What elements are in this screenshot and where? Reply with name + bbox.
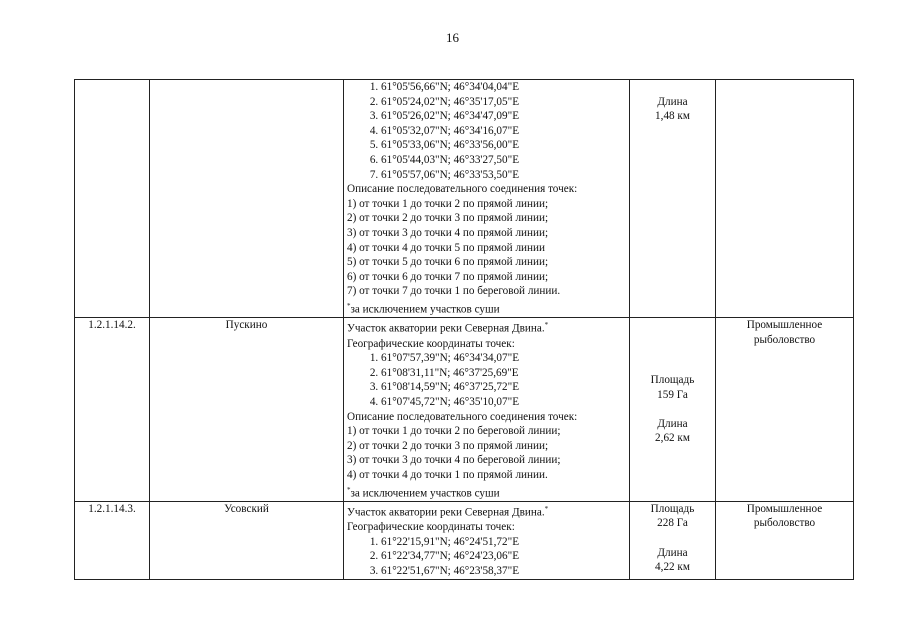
coordinate-point: 5. 61°05'33,06"N; 46°33'56,00"E <box>381 138 626 153</box>
row-name: Усовский <box>150 501 344 579</box>
page-number: 16 <box>446 30 459 45</box>
length-value: 1,48 км <box>655 110 690 123</box>
table-row <box>75 501 854 579</box>
coordinate-point: 4. 61°05'32,07"N; 46°34'16,07"E <box>381 124 626 139</box>
connection-line: 6) от точки 6 до точки 7 по прямой линии; <box>347 270 549 283</box>
row-code <box>75 80 150 318</box>
row-use: Промышленное рыболовство <box>716 501 854 579</box>
footnote-mark: * <box>544 504 549 513</box>
coordinate-point: 6. 61°05'44,03"N; 46°33'27,50"E <box>381 153 626 168</box>
row-measure <box>630 80 716 318</box>
row-description <box>344 80 630 318</box>
connection-line: 2) от точки 2 до точки 3 по прямой линии; <box>347 439 549 452</box>
coordinate-point: 3. 61°05'26,02"N; 46°34'47,09"E <box>381 109 626 124</box>
area-value: 159 Га <box>657 388 688 401</box>
row-code: 1.2.1.14.2. <box>75 318 150 502</box>
length-label: Длина <box>657 546 688 559</box>
connection-heading: Описание последовательного соединения точек: <box>347 410 578 423</box>
connection-line: 2) от точки 2 до точки 3 по прямой линии; <box>347 212 549 225</box>
footnote-mark: * <box>347 301 351 310</box>
footnote-mark: * <box>347 485 351 494</box>
area-label: Площадь <box>650 502 695 515</box>
coordinate-point: 3. 61°08'14,59"N; 46°37'25,72"E <box>381 380 626 395</box>
coordinate-list <box>347 80 626 182</box>
connection-line: 1) от точки 1 до точки 2 по береговой линии; <box>347 425 561 438</box>
connection-line: 3) от точки 3 до точки 4 по береговой линии; <box>347 454 561 467</box>
coordinate-list <box>347 351 626 409</box>
length-value: 2,62 км <box>655 432 690 445</box>
row-measure <box>630 318 716 502</box>
coordinate-point: 1. 61°05'56,66"N; 46°34'04,04"E <box>381 80 626 95</box>
row-description <box>344 318 630 502</box>
coordinate-point: 7. 61°05'57,06"N; 46°33'53,50"E <box>381 168 626 183</box>
length-label: Длина <box>657 95 688 108</box>
coordinate-point: 1. 61°07'57,39"N; 46°34'34,07"E <box>381 351 626 366</box>
coordinate-point: 1. 61°22'15,91"N; 46°24'51,72"E <box>381 535 626 550</box>
row-name: Пускино <box>150 318 344 502</box>
table-row <box>75 80 854 318</box>
row-description <box>344 501 630 579</box>
row-use: Промышленное рыболовство <box>716 318 854 502</box>
coordinates-heading: Географические координаты точек: <box>347 521 515 534</box>
coordinate-point: 2. 61°05'24,02"N; 46°35'17,05"E <box>381 95 626 110</box>
fishing-areas-table <box>74 79 854 580</box>
land-exclusion-note: *за исключением участков суши <box>347 485 500 500</box>
length-label: Длина <box>657 417 688 430</box>
length-value: 4,22 км <box>655 561 690 574</box>
coordinate-point: 2. 61°22'34,77"N; 46°24'23,06"E <box>381 549 626 564</box>
row-measure <box>630 501 716 579</box>
row-code: 1.2.1.14.3. <box>75 501 150 579</box>
area-value: 228 Га <box>657 517 688 530</box>
coordinate-point: 3. 61°22'51,67"N; 46°23'58,37"E <box>381 564 626 579</box>
coordinates-heading: Географические координаты точек: <box>347 337 515 350</box>
row-use <box>716 80 854 318</box>
connection-line: 4) от точки 4 до точки 5 по прямой линии <box>347 241 545 254</box>
coordinate-list <box>347 535 626 579</box>
coordinate-point: 2. 61°08'31,11"N; 46°37'25,69"E <box>381 366 626 381</box>
land-exclusion-note: *за исключением участков суши <box>347 301 500 316</box>
table-row <box>75 318 854 502</box>
connection-line: 5) от точки 5 до точки 6 по прямой линии; <box>347 256 549 269</box>
connection-line: 3) от точки 3 до точки 4 по прямой линии; <box>347 226 549 239</box>
connection-heading: Описание последовательного соединения точек: <box>347 183 578 196</box>
area-label: Площадь <box>650 374 695 387</box>
connection-line: 7) от точки 7 до точки 1 по береговой линии. <box>347 285 561 298</box>
area-title: Участок акватории реки Северная Двина.* <box>347 504 549 519</box>
connection-line: 1) от точки 1 до точки 2 по прямой линии; <box>347 197 549 210</box>
area-title: Участок акватории реки Северная Двина.* <box>347 321 549 335</box>
coordinate-point: 4. 61°07'45,72"N; 46°35'10,07"E <box>381 395 626 410</box>
connection-line: 4) от точки 4 до точки 1 по прямой линии. <box>347 468 548 481</box>
row-name <box>150 80 344 318</box>
footnote-mark: * <box>544 321 549 330</box>
